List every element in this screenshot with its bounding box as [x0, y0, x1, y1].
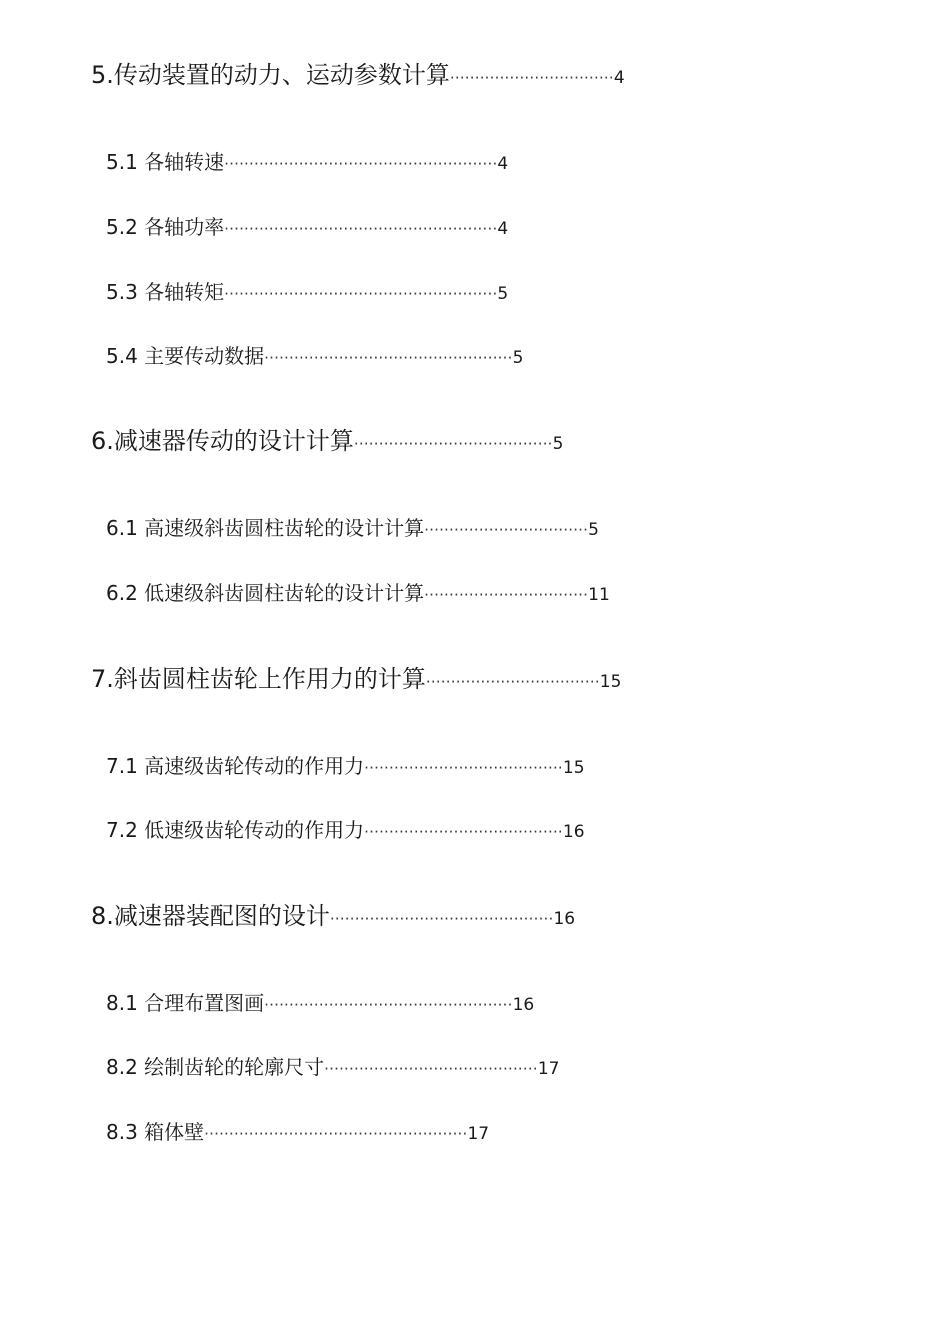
toc-leader-dots: ···········································: [324, 1060, 538, 1078]
toc-entry-section-7-2[interactable]: [106, 820, 585, 841]
toc-page-number: 4: [497, 154, 509, 174]
toc-entry-section-5-1[interactable]: [106, 152, 508, 173]
toc-entry-title: 5.传动装置的动力、运动参数计算: [91, 61, 450, 89]
toc-leader-dots: ··················································: [264, 349, 513, 367]
toc-entry-section-5-3[interactable]: [106, 282, 508, 303]
toc-page-number: 5: [588, 520, 599, 540]
toc-entry-section-6-1[interactable]: [106, 518, 599, 539]
toc-entry-title: 8.2 绘制齿轮的轮廓尺寸: [106, 1055, 325, 1079]
toc-entry-chapter-8[interactable]: [91, 904, 575, 928]
toc-page-number: 5: [552, 434, 564, 454]
toc-page-number: 5: [512, 348, 524, 368]
toc-entry-title: 7.2 低速级齿轮传动的作用力: [106, 818, 365, 842]
toc-leader-dots: ········································: [353, 435, 553, 453]
toc-page-number: 17: [537, 1059, 560, 1079]
toc-entry-title: 6.减速器传动的设计计算: [91, 427, 354, 455]
toc-leader-dots: ··················································: [264, 996, 513, 1014]
toc-leader-dots: ·······················································: [224, 220, 498, 238]
toc-leader-dots: ·································: [424, 521, 589, 539]
toc-page-number: 11: [588, 585, 610, 605]
toc-leader-dots: ········································: [364, 759, 563, 777]
toc-entry-chapter-7[interactable]: [91, 667, 621, 691]
toc-entry-section-5-2[interactable]: [106, 217, 508, 238]
toc-entry-title: 5.4 主要传动数据: [106, 344, 265, 368]
toc-entry-title: 6.1 高速级斜齿圆柱齿轮的设计计算: [106, 516, 425, 540]
toc-entry-section-8-1[interactable]: [106, 993, 534, 1014]
toc-page-number: 16: [512, 995, 535, 1015]
toc-leader-dots: ·······················································: [224, 155, 498, 173]
toc-leader-dots: ·····················································: [204, 1125, 468, 1143]
toc-leader-dots: ·································: [449, 69, 614, 87]
toc-page-number: 5: [497, 284, 509, 304]
toc-page-number: 16: [562, 822, 585, 842]
toc-entry-title: 6.2 低速级斜齿圆柱齿轮的设计计算: [106, 581, 425, 605]
toc-page-number: 4: [613, 68, 625, 88]
toc-leader-dots: ········································: [364, 823, 563, 841]
toc-leader-dots: ·······················································: [224, 285, 498, 303]
toc-entry-title: 8.3 箱体壁: [106, 1120, 205, 1144]
toc-entry-title: 5.2 各轴功率: [106, 215, 225, 239]
toc-leader-dots: ···································: [425, 673, 600, 691]
toc-entry-title: 5.1 各轴转速: [106, 150, 225, 174]
toc-entry-title: 8.减速器装配图的设计: [91, 902, 330, 930]
toc-entry-section-8-3[interactable]: [106, 1122, 489, 1143]
toc-entry-chapter-5[interactable]: [91, 63, 625, 87]
toc-entry-section-7-1[interactable]: [106, 756, 585, 777]
toc-page-number: 17: [467, 1124, 490, 1144]
toc-page-number: 16: [553, 909, 576, 929]
toc-entry-title: 7.斜齿圆柱齿轮上作用力的计算: [91, 665, 426, 693]
toc-entry-section-8-2[interactable]: [106, 1057, 559, 1078]
toc-entry-chapter-6[interactable]: [91, 429, 563, 453]
toc-page-number: 15: [562, 758, 585, 778]
toc-entry-title: 7.1 高速级齿轮传动的作用力: [106, 754, 365, 778]
toc-entry-title: 8.1 合理布置图画: [106, 991, 265, 1015]
toc-entry-section-6-2[interactable]: [106, 583, 610, 604]
toc-leader-dots: ·············································: [329, 910, 554, 928]
toc-entry-section-5-4[interactable]: [106, 346, 523, 367]
toc-page-number: 15: [599, 672, 622, 692]
toc-page-number: 4: [497, 219, 509, 239]
toc-entry-title: 5.3 各轴转矩: [106, 280, 225, 304]
toc-leader-dots: ·································: [424, 586, 589, 604]
